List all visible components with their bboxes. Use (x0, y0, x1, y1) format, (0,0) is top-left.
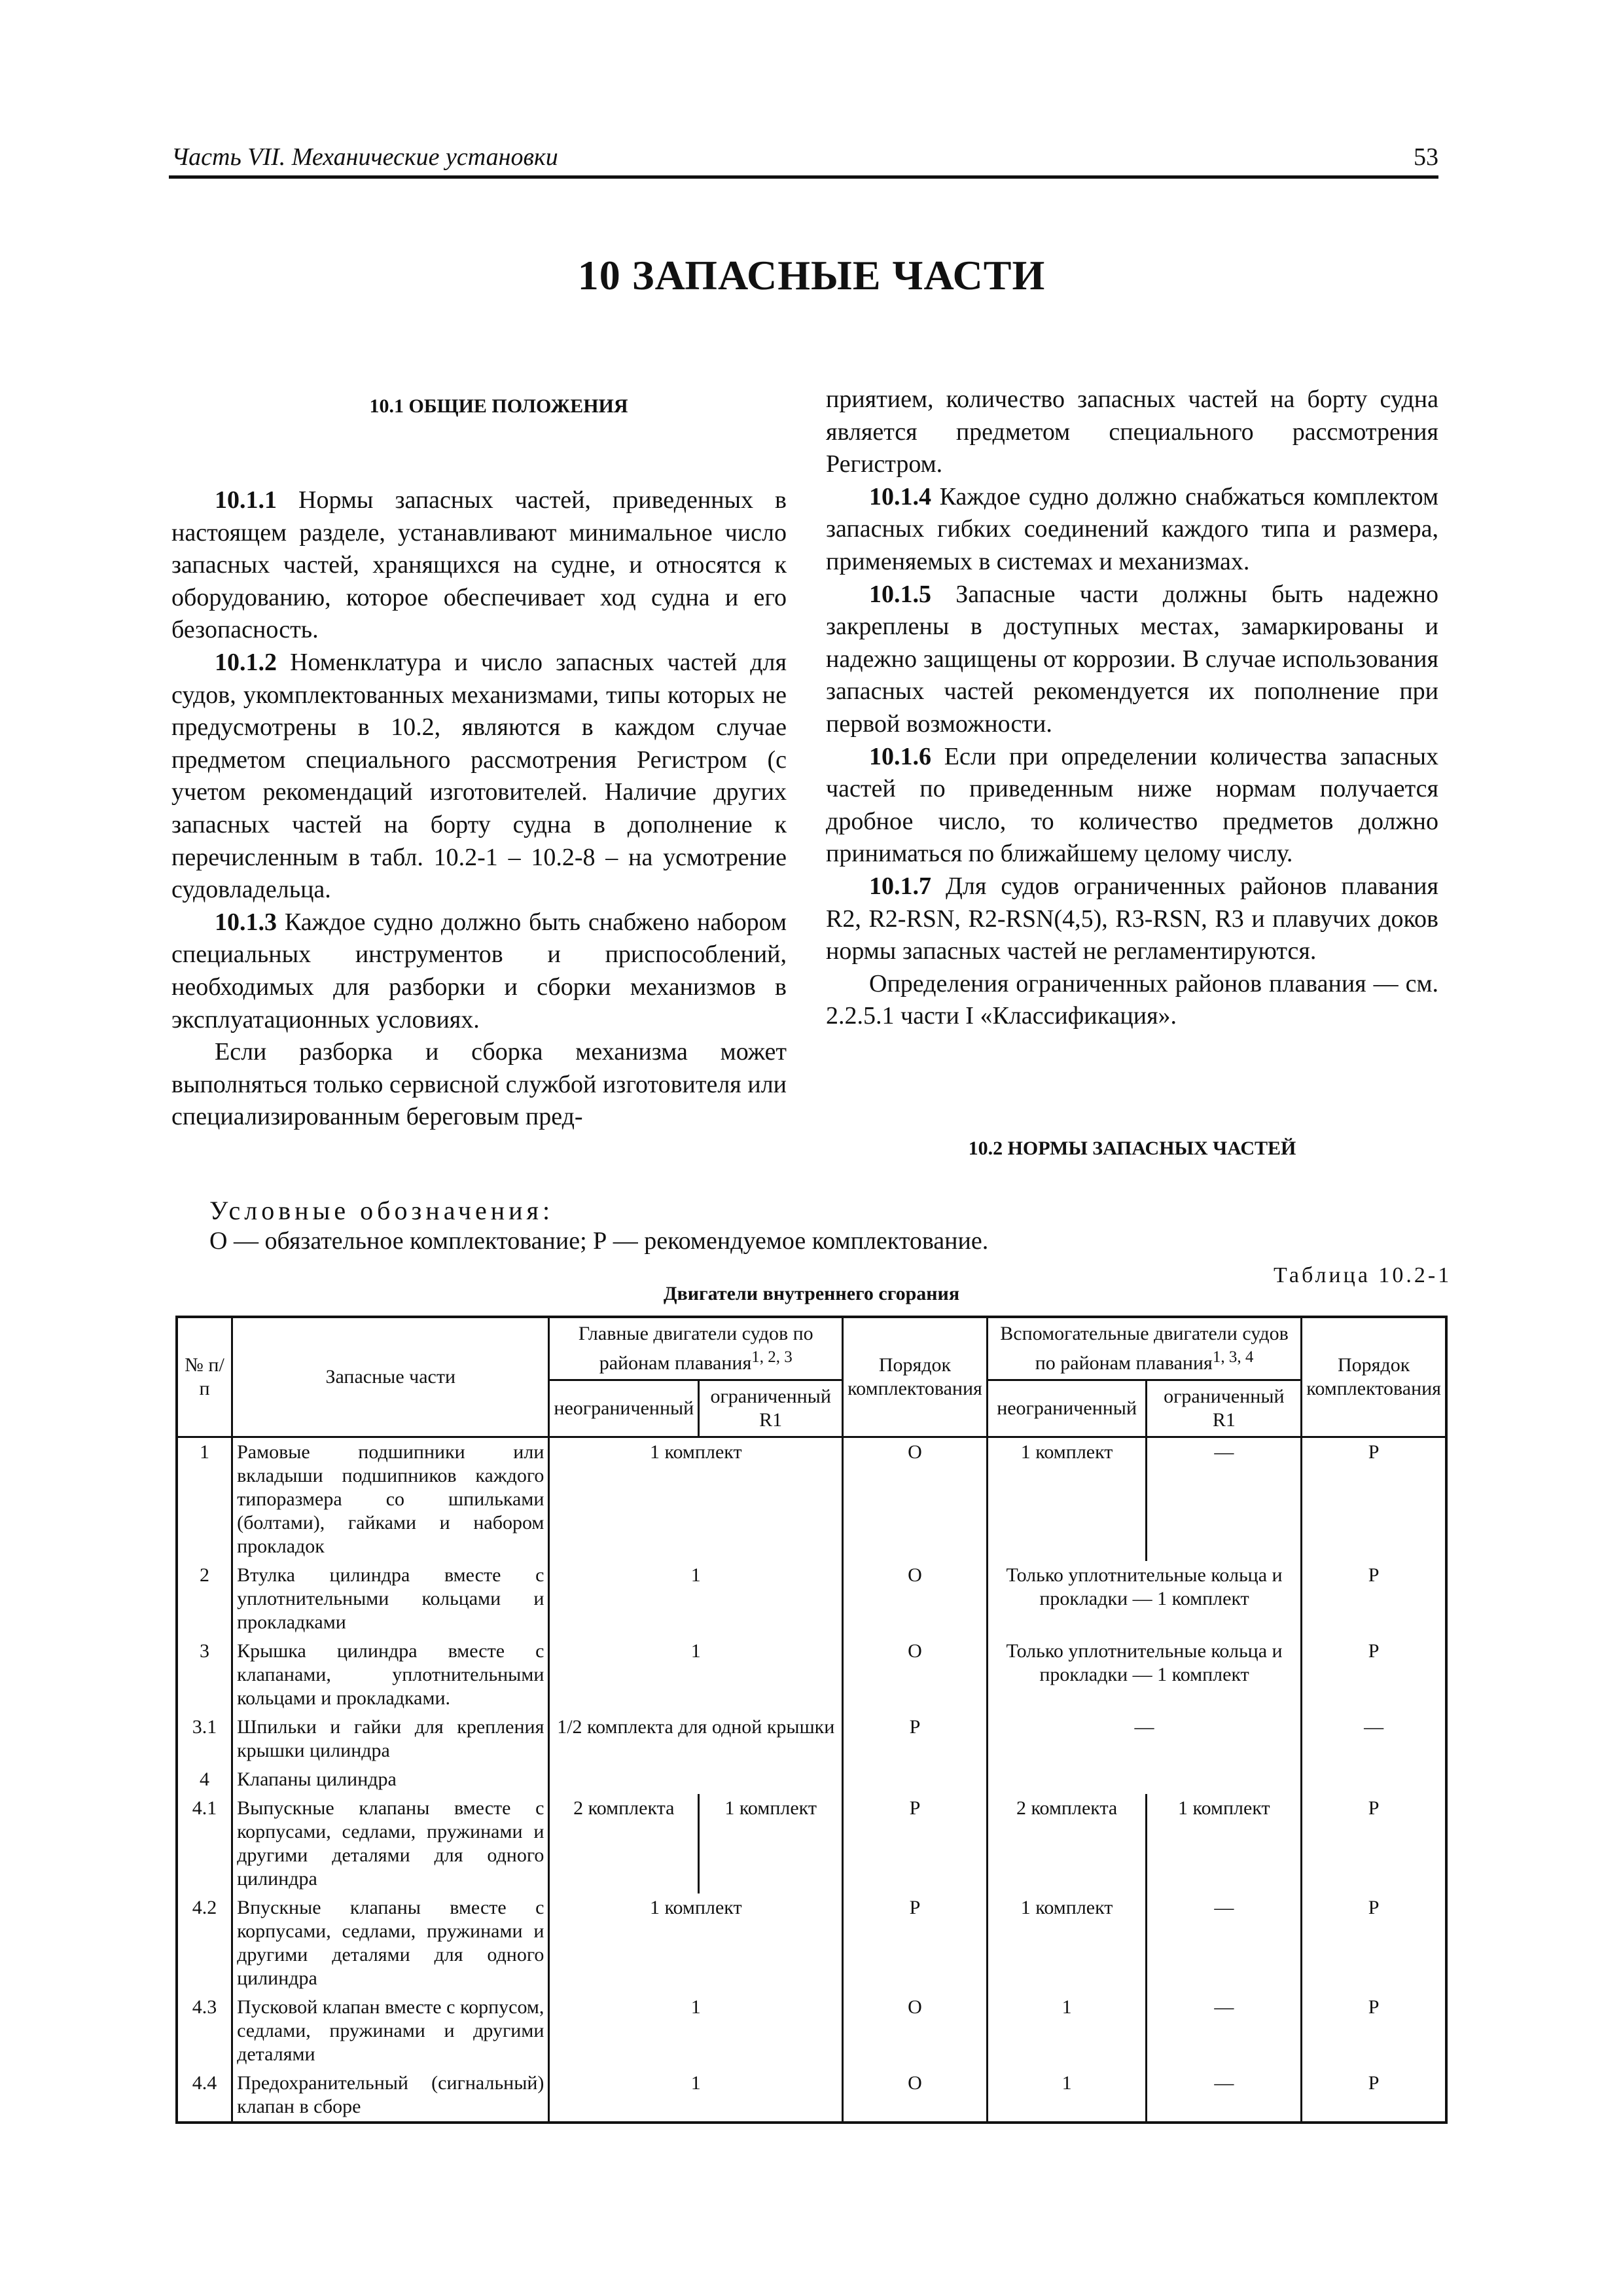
table-number: Таблица 10.2-1 (1274, 1263, 1452, 1287)
cell-aux-both: Только уплотнительные кольца и прокладки — 1 комплект (987, 1561, 1301, 1637)
cell-order-aux: Р (1302, 1993, 1446, 2069)
row-part-name: Впускные клапаны вместе с корпусами, седлами, пружинами и другими деталями для одного цилиндра (232, 1893, 549, 1993)
row-number: 4.1 (177, 1794, 232, 1893)
cell-main-both: 1 комплект (549, 1893, 843, 1993)
right-paragraph (826, 384, 1438, 481)
cell-aux-unlimited: 1 комплект (987, 1437, 1147, 1562)
right-paragraph (826, 870, 1438, 968)
col-header-main-limited: ограниченный R1 (699, 1380, 843, 1437)
cell-order-main: Р (843, 1713, 988, 1765)
cell-aux-limited: — (1147, 2069, 1302, 2123)
row-number: 3 (177, 1637, 232, 1713)
clause-text: Каждое судно должно снабжаться комплектом запасных гибких соединений каждого типа и размера, применяемых в системах и механизмах. (826, 482, 1438, 575)
table-row (177, 1893, 1446, 1993)
clause-number: 10.1.6 (869, 742, 931, 770)
cell-order-main: О (843, 1437, 988, 1562)
cell-order-main: О (843, 1637, 988, 1713)
col-header-number: № п/п (177, 1317, 232, 1437)
section-heading-10-1: 10.1 ОБЩИЕ ПОЛОЖЕНИЯ (369, 395, 628, 417)
spare-parts-table (175, 1316, 1448, 2124)
table-row (177, 2069, 1446, 2123)
legend-title: Условные обозначения: (209, 1196, 554, 1225)
cell-aux-limited: — (1147, 1893, 1302, 1993)
cell-aux-limited: — (1147, 1437, 1302, 1562)
clause-text: Нормы запасных частей, приведенных в настоящем разделе, устанавливают минимальное число запасных частей, хранящихся на судне, и относятся к оборудованию, которое обеспечивает ход судна и его безопасность. (171, 486, 787, 644)
cell-order-aux: Р (1302, 2069, 1446, 2123)
clause-number: 10.1.2 (215, 648, 277, 676)
cell-main-both: 1 (549, 1637, 843, 1713)
clause-number: 10.1.1 (215, 486, 277, 514)
cell-aux-both: — (987, 1713, 1301, 1765)
left-paragraph (171, 647, 787, 906)
page-number: 53 (1414, 143, 1438, 171)
table-caption: Двигатели внутреннего сгорания (663, 1283, 960, 1304)
cell-order-aux: Р (1302, 1794, 1446, 1893)
row-part-name: Втулка цилиндра вместе с уплотнительными кольцами и прокладками (232, 1561, 549, 1637)
clause-text: Для судов ограниченных районов плавания R2, R2-RSN, R2-RSN(4,5), R3-RSN, R3 и плавучих доков нормы запасных частей не регламентируются. (826, 872, 1438, 965)
cell-aux-unlimited: 1 комплект (987, 1893, 1147, 1993)
right-paragraph (826, 968, 1438, 1033)
cell-aux-both: Только уплотнительные кольца и прокладки — 1 комплект (987, 1637, 1301, 1713)
row-number: 3.1 (177, 1713, 232, 1765)
right-paragraph (826, 579, 1438, 741)
left-text-column (171, 484, 787, 1134)
running-header-title: Часть VII. Механические установки (171, 143, 558, 171)
clause-number: 10.1.3 (215, 908, 277, 936)
cell-order-main (843, 1765, 988, 1794)
table-row (177, 1713, 1446, 1765)
row-number: 2 (177, 1561, 232, 1637)
table-row (177, 1993, 1446, 2069)
row-part-name: Крышка цилиндра вместе с клапанами, уплотнительными кольцами и прокладками. (232, 1637, 549, 1713)
clause-text: Каждое судно должно быть снабжено набором специальных инструментов и приспособлений, необходимых для разборки и сборки механизмов в эксплуатационных условиях. (171, 908, 787, 1033)
col-header-main-unlimited: неограниченный (549, 1380, 699, 1437)
table-row (177, 1637, 1446, 1713)
cell-order-main: О (843, 2069, 988, 2123)
left-paragraph (171, 906, 787, 1036)
header-rule (169, 175, 1438, 179)
row-part-name: Пусковой клапан вместе с корпусом, седлами, пружинами и другими деталями (232, 1993, 549, 2069)
clause-text: Если при определении количества запасных частей по приведенным ниже нормам получается дробное число, то количество предметов должно приниматься по ближайшему целому числу. (826, 742, 1438, 868)
row-part-name: Клапаны цилиндра (232, 1765, 549, 1794)
clause-text: Запасные части должны быть надежно закреплены в доступных местах, замаркированы и надежно защищены от коррозии. В случае использования запасных частей рекомендуется их пополнение при первой возможности. (826, 580, 1438, 738)
clause-text: Если разборка и сборка механизма может выполняться только сервисной службой изготовителя или специализированным береговым пред- (171, 1038, 787, 1131)
right-text-column (826, 384, 1438, 1033)
cell-order-aux: Р (1302, 1893, 1446, 1993)
row-part-name: Выпускные клапаны вместе с корпусами, седлами, пружинами и другими деталями для одного цилиндра (232, 1794, 549, 1893)
left-paragraph (171, 484, 787, 647)
col-header-aux-limited: ограниченный R1 (1147, 1380, 1302, 1437)
table-row (177, 1765, 1446, 1794)
row-part-name: Шпильки и гайки для крепления крышки цилиндра (232, 1713, 549, 1765)
cell-main (549, 1765, 843, 1794)
cell-aux-unlimited: 2 комплекта (987, 1794, 1147, 1893)
clause-text: Определения ограниченных районов плавания — см. 2.2.5.1 части I «Классификация». (826, 969, 1438, 1030)
clause-number: 10.1.7 (869, 872, 931, 900)
col-header-aux-engines: Вспомогательные двигатели судов по районам плавания$^{1, 3, 4}$ (987, 1317, 1301, 1380)
cell-main-both: 1 (549, 2069, 843, 2123)
row-part-name: Рамовые подшипники или вкладыши подшипников каждого типоразмера со шпильками (болтами), гайками и набором прокладок (232, 1437, 549, 1562)
row-number: 1 (177, 1437, 232, 1562)
row-number: 4.3 (177, 1993, 232, 2069)
row-number: 4.2 (177, 1893, 232, 1993)
right-paragraph (826, 741, 1438, 870)
table-row (177, 1561, 1446, 1637)
right-paragraph (826, 481, 1438, 579)
cell-order-main: О (843, 1993, 988, 2069)
legend-text: О — обязательное комплектование; Р — рекомендуемое комплектование. (209, 1227, 989, 1255)
cell-order-aux: — (1302, 1713, 1446, 1765)
cell-order-main: О (843, 1561, 988, 1637)
cell-aux (987, 1765, 1301, 1794)
left-paragraph (171, 1036, 787, 1134)
col-header-order-main: Порядок комплектования (843, 1317, 988, 1437)
col-header-parts: Запасные части (232, 1317, 549, 1437)
table-row (177, 1437, 1446, 1562)
row-number: 4.4 (177, 2069, 232, 2123)
cell-aux-limited: — (1147, 1993, 1302, 2069)
cell-aux-unlimited: 1 (987, 1993, 1147, 2069)
row-number: 4 (177, 1765, 232, 1794)
cell-main-unlimited: 2 комплекта (549, 1794, 699, 1893)
cell-aux-unlimited: 1 (987, 2069, 1147, 2123)
section-heading-10-2: 10.2 НОРМЫ ЗАПАСНЫХ ЧАСТЕЙ (968, 1138, 1296, 1159)
table-row (177, 1794, 1446, 1893)
cell-order-main: Р (843, 1794, 988, 1893)
cell-main-both: 1 комплект (549, 1437, 843, 1562)
cell-order-aux: Р (1302, 1561, 1446, 1637)
cell-main-both: 1/2 комплекта для одной крышки (549, 1713, 843, 1765)
cell-order-aux: Р (1302, 1437, 1446, 1562)
chapter-title: 10 ЗАПАСНЫЕ ЧАСТИ (577, 252, 1046, 298)
cell-main-both: 1 (549, 1561, 843, 1637)
col-header-aux-unlimited: неограниченный (987, 1380, 1147, 1437)
cell-order-aux: Р (1302, 1637, 1446, 1713)
clause-text: приятием, количество запасных частей на борту судна является предметом специального рассмотрения Регистром. (826, 386, 1438, 478)
clause-number: 10.1.4 (869, 482, 931, 511)
cell-main-both: 1 (549, 1993, 843, 2069)
clause-number: 10.1.5 (869, 580, 931, 608)
col-header-main-engines: Главные двигатели судов по районам плавания$^{1, 2, 3}$ (549, 1317, 843, 1380)
cell-main-limited: 1 комплект (699, 1794, 843, 1893)
col-header-order-aux: Порядок комплектования (1302, 1317, 1446, 1437)
cell-order-aux (1302, 1765, 1446, 1794)
clause-text: Номенклатура и число запасных частей для судов, укомплектованных механизмами, типы которых не предусмотрены в 10.2, являются в каждом случае предметом специального рассмотрения Регистром (с учетом рекомендаций изготовителей. Наличие других запасных частей на борту судна в дополнение к перечисленным в табл. 10.2-1 – 10.2-8 – на усмотрение судовладельца. (171, 648, 787, 904)
cell-aux-limited: 1 комплект (1147, 1794, 1302, 1893)
cell-order-main: Р (843, 1893, 988, 1993)
row-part-name: Предохранительный (сигнальный) клапан в сборе (232, 2069, 549, 2123)
